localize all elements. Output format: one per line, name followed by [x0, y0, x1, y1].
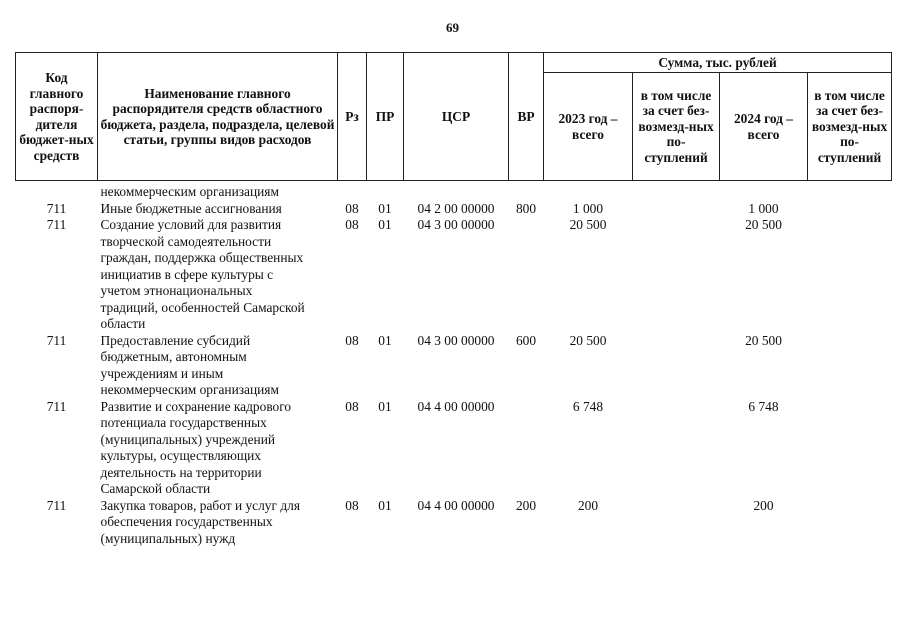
row-2024-free: [808, 184, 892, 201]
row-rz: 08: [345, 217, 359, 232]
row-code: 711: [46, 200, 67, 216]
row-2023-free: [633, 217, 720, 333]
row-csr: 04 3 00 00000: [417, 217, 495, 232]
row-2023-total: 6 748: [572, 398, 604, 414]
row-vr: 600: [515, 332, 537, 348]
row-rz: 08: [345, 332, 359, 348]
row-vr: [509, 217, 544, 333]
header-2023-free: в том числе за счет без-возмезд-ных по-ступлений: [633, 73, 720, 181]
row-csr: 04 4 00 00000: [417, 398, 495, 414]
row-2024-free: [808, 498, 892, 548]
row-2024-total: 200: [753, 497, 774, 513]
row-rz: [338, 184, 367, 201]
row-2023-total: 1 000: [572, 200, 604, 216]
row-rz: 08: [345, 497, 359, 513]
row-code: 711: [46, 398, 67, 414]
row-pr: 01: [378, 398, 392, 414]
row-pr: 01: [378, 217, 392, 232]
row-2023-free: [633, 201, 720, 218]
row-pr: 01: [378, 200, 392, 216]
row-name: Предоставление субсидий бюджетным, автономным учреждениям и иным некоммерческим организациям: [100, 332, 279, 397]
row-rz: 08: [345, 200, 359, 216]
row-2024-free: [808, 201, 892, 218]
row-2023-free: [633, 498, 720, 548]
row-2023-free: [633, 399, 720, 498]
row-code: 711: [46, 217, 67, 232]
budget-table: [15, 52, 892, 547]
table-row: [16, 217, 892, 333]
row-2024-total: 20 500: [745, 332, 782, 348]
row-2023-total: 200: [577, 497, 599, 513]
row-name: Иные бюджетные ассигнования: [100, 200, 282, 216]
row-name: Закупка товаров, работ и услуг для обеспечения государственных (муниципальных) нужд: [100, 497, 300, 546]
page-number: 69: [446, 20, 459, 35]
row-csr: 04 3 00 00000: [417, 332, 495, 348]
table-row: [16, 333, 892, 399]
row-code: [16, 184, 98, 201]
header-2024-total: 2024 год – всего: [720, 73, 808, 181]
row-2024-free: [808, 399, 892, 498]
row-csr: [404, 184, 509, 201]
header-code: Код главного распоря-дителя бюджет-ных средств: [16, 53, 98, 181]
header-2024-free: в том числе за счет без-возмезд-ных по-ступлений: [808, 73, 892, 181]
row-code: 711: [46, 497, 67, 513]
table-header: [16, 53, 892, 181]
header-pr: ПР: [367, 53, 404, 181]
row-vr: 800: [515, 200, 537, 216]
header-sum: Сумма, тыс. рублей: [544, 53, 892, 73]
row-rz: 08: [345, 398, 359, 414]
header-rz: Рз: [338, 53, 367, 181]
table-row: [16, 498, 892, 548]
row-vr: 200: [515, 497, 537, 513]
header-name: Наименование главного распорядителя средств областного бюджета, раздела, подраздела, целевой статьи, группы видов расходов: [98, 53, 338, 181]
table-row: [16, 184, 892, 201]
row-pr: [367, 184, 404, 201]
header-csr: ЦСР: [404, 53, 509, 181]
row-code: 711: [46, 332, 67, 348]
row-2024-free: [808, 217, 892, 333]
row-name: Создание условий для развития творческой самодеятельности граждан, поддержка общественных инициатив в сфере культуры с учетом этнонациональных традиций, особенностей Самарской области: [100, 217, 305, 331]
table-row: [16, 201, 892, 218]
row-name: Развитие и сохранение кадрового потенциала государственных (муниципальных) учреждений культуры, осуществляющих деятельность на территории Самарской области: [100, 398, 292, 496]
row-2024-total: 20 500: [745, 217, 782, 232]
row-csr: 04 2 00 00000: [417, 200, 495, 216]
row-2023-total: [544, 184, 633, 201]
row-2024-total: [720, 184, 808, 201]
row-2024-total: 1 000: [748, 200, 779, 216]
row-vr: [509, 184, 544, 201]
row-pr: 01: [378, 332, 392, 348]
row-2024-total: 6 748: [748, 398, 779, 414]
row-2023-free: [633, 184, 720, 201]
row-2024-free: [808, 333, 892, 399]
row-2023-total: 20 500: [569, 332, 607, 348]
row-name: некоммерческим организациям: [100, 184, 279, 199]
header-vr: ВР: [509, 53, 544, 181]
row-vr: [509, 399, 544, 498]
table-body: [16, 181, 892, 548]
header-2023-total: 2023 год – всего: [544, 73, 633, 181]
row-csr: 04 4 00 00000: [417, 497, 495, 513]
row-2023-free: [633, 333, 720, 399]
row-pr: 01: [378, 497, 392, 513]
row-2023-total: 20 500: [569, 217, 607, 232]
table-row: [16, 399, 892, 498]
